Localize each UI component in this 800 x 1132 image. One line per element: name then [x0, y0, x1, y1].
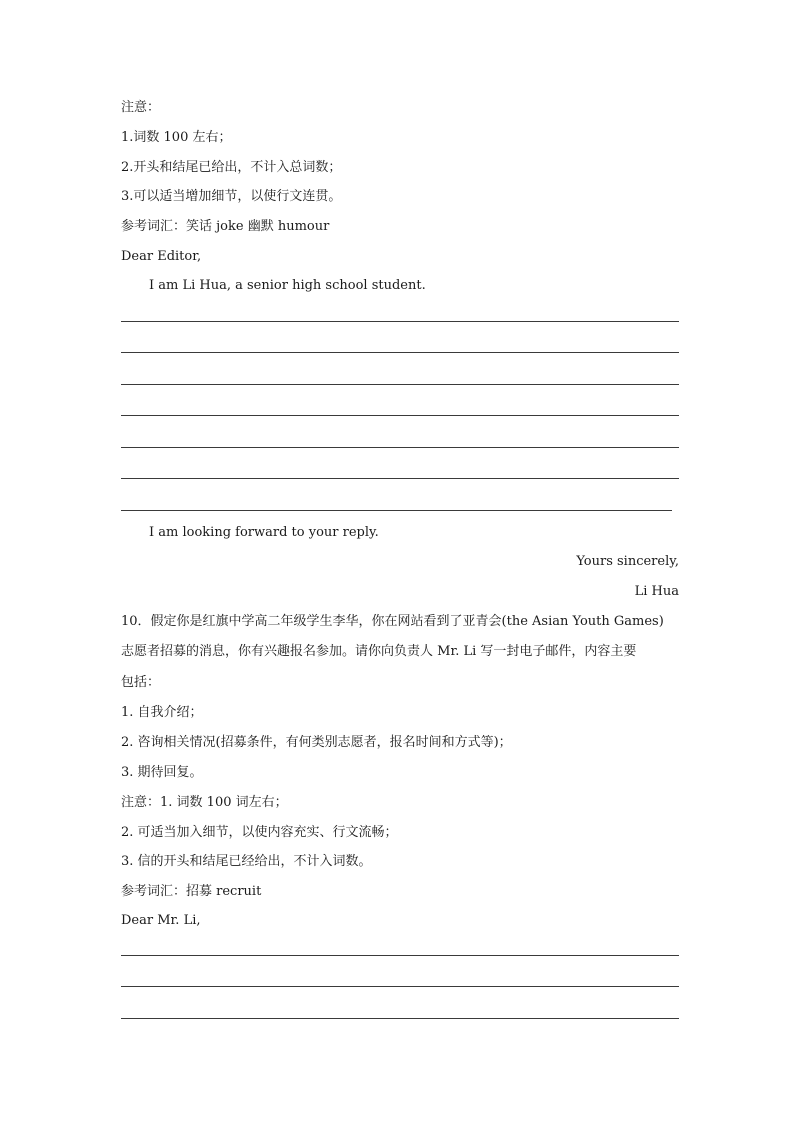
writing-line [121, 384, 679, 385]
signature: Li Hua [634, 584, 679, 599]
writing-line [121, 510, 672, 511]
content-point-3: 3. 期待回复。 [121, 765, 203, 780]
opening-sentence: I am Li Hua, a senior high school student. [149, 278, 426, 293]
vocab-line: 参考词汇：招募 recruit [121, 884, 262, 899]
note-2: 2. 可适当加入细节，以使内容充实、行文流畅； [121, 825, 398, 840]
signoff: Yours sincerely, [576, 554, 679, 569]
writing-line [121, 447, 679, 448]
note-3: 3. 信的开头和结尾已经给出，不计入词数。 [121, 854, 372, 869]
writing-line [121, 415, 679, 416]
prompt-line-1: 10．假定你是红旗中学高二年级学生李华，你在网站看到了亚青会(the Asian Youth Games) [121, 614, 664, 629]
note-3: 3.可以适当增加细节，以使行文连贯。 [121, 189, 342, 204]
salutation: Dear Editor, [121, 249, 202, 264]
writing-line [121, 955, 679, 956]
salutation: Dear Mr. Li, [121, 913, 201, 928]
writing-line [121, 1018, 679, 1019]
notice-title: 注意： [121, 100, 161, 115]
vocab-line: 参考词汇：笑话 joke 幽默 humour [121, 219, 330, 234]
note-1: 1.词数 100 左右； [121, 130, 232, 145]
writing-line [121, 321, 679, 322]
note-1: 注意：1. 词数 100 词左右； [121, 795, 288, 810]
prompt-line-3: 包括： [121, 675, 161, 690]
content-point-1: 1. 自我介绍； [121, 705, 203, 720]
prompt-line-2: 志愿者招募的消息，你有兴趣报名参加。请你向负责人 Mr. Li 写一封电子邮件，内容主要 [121, 644, 637, 659]
closing-sentence: I am looking forward to your reply. [149, 525, 379, 540]
note-2: 2.开头和结尾已给出，不计入总词数； [121, 160, 342, 175]
writing-line [121, 478, 679, 479]
content-point-2: 2. 咨询相关情况(招募条件，有何类别志愿者，报名时间和方式等)； [121, 735, 512, 750]
writing-line [121, 352, 679, 353]
writing-line [121, 986, 679, 987]
